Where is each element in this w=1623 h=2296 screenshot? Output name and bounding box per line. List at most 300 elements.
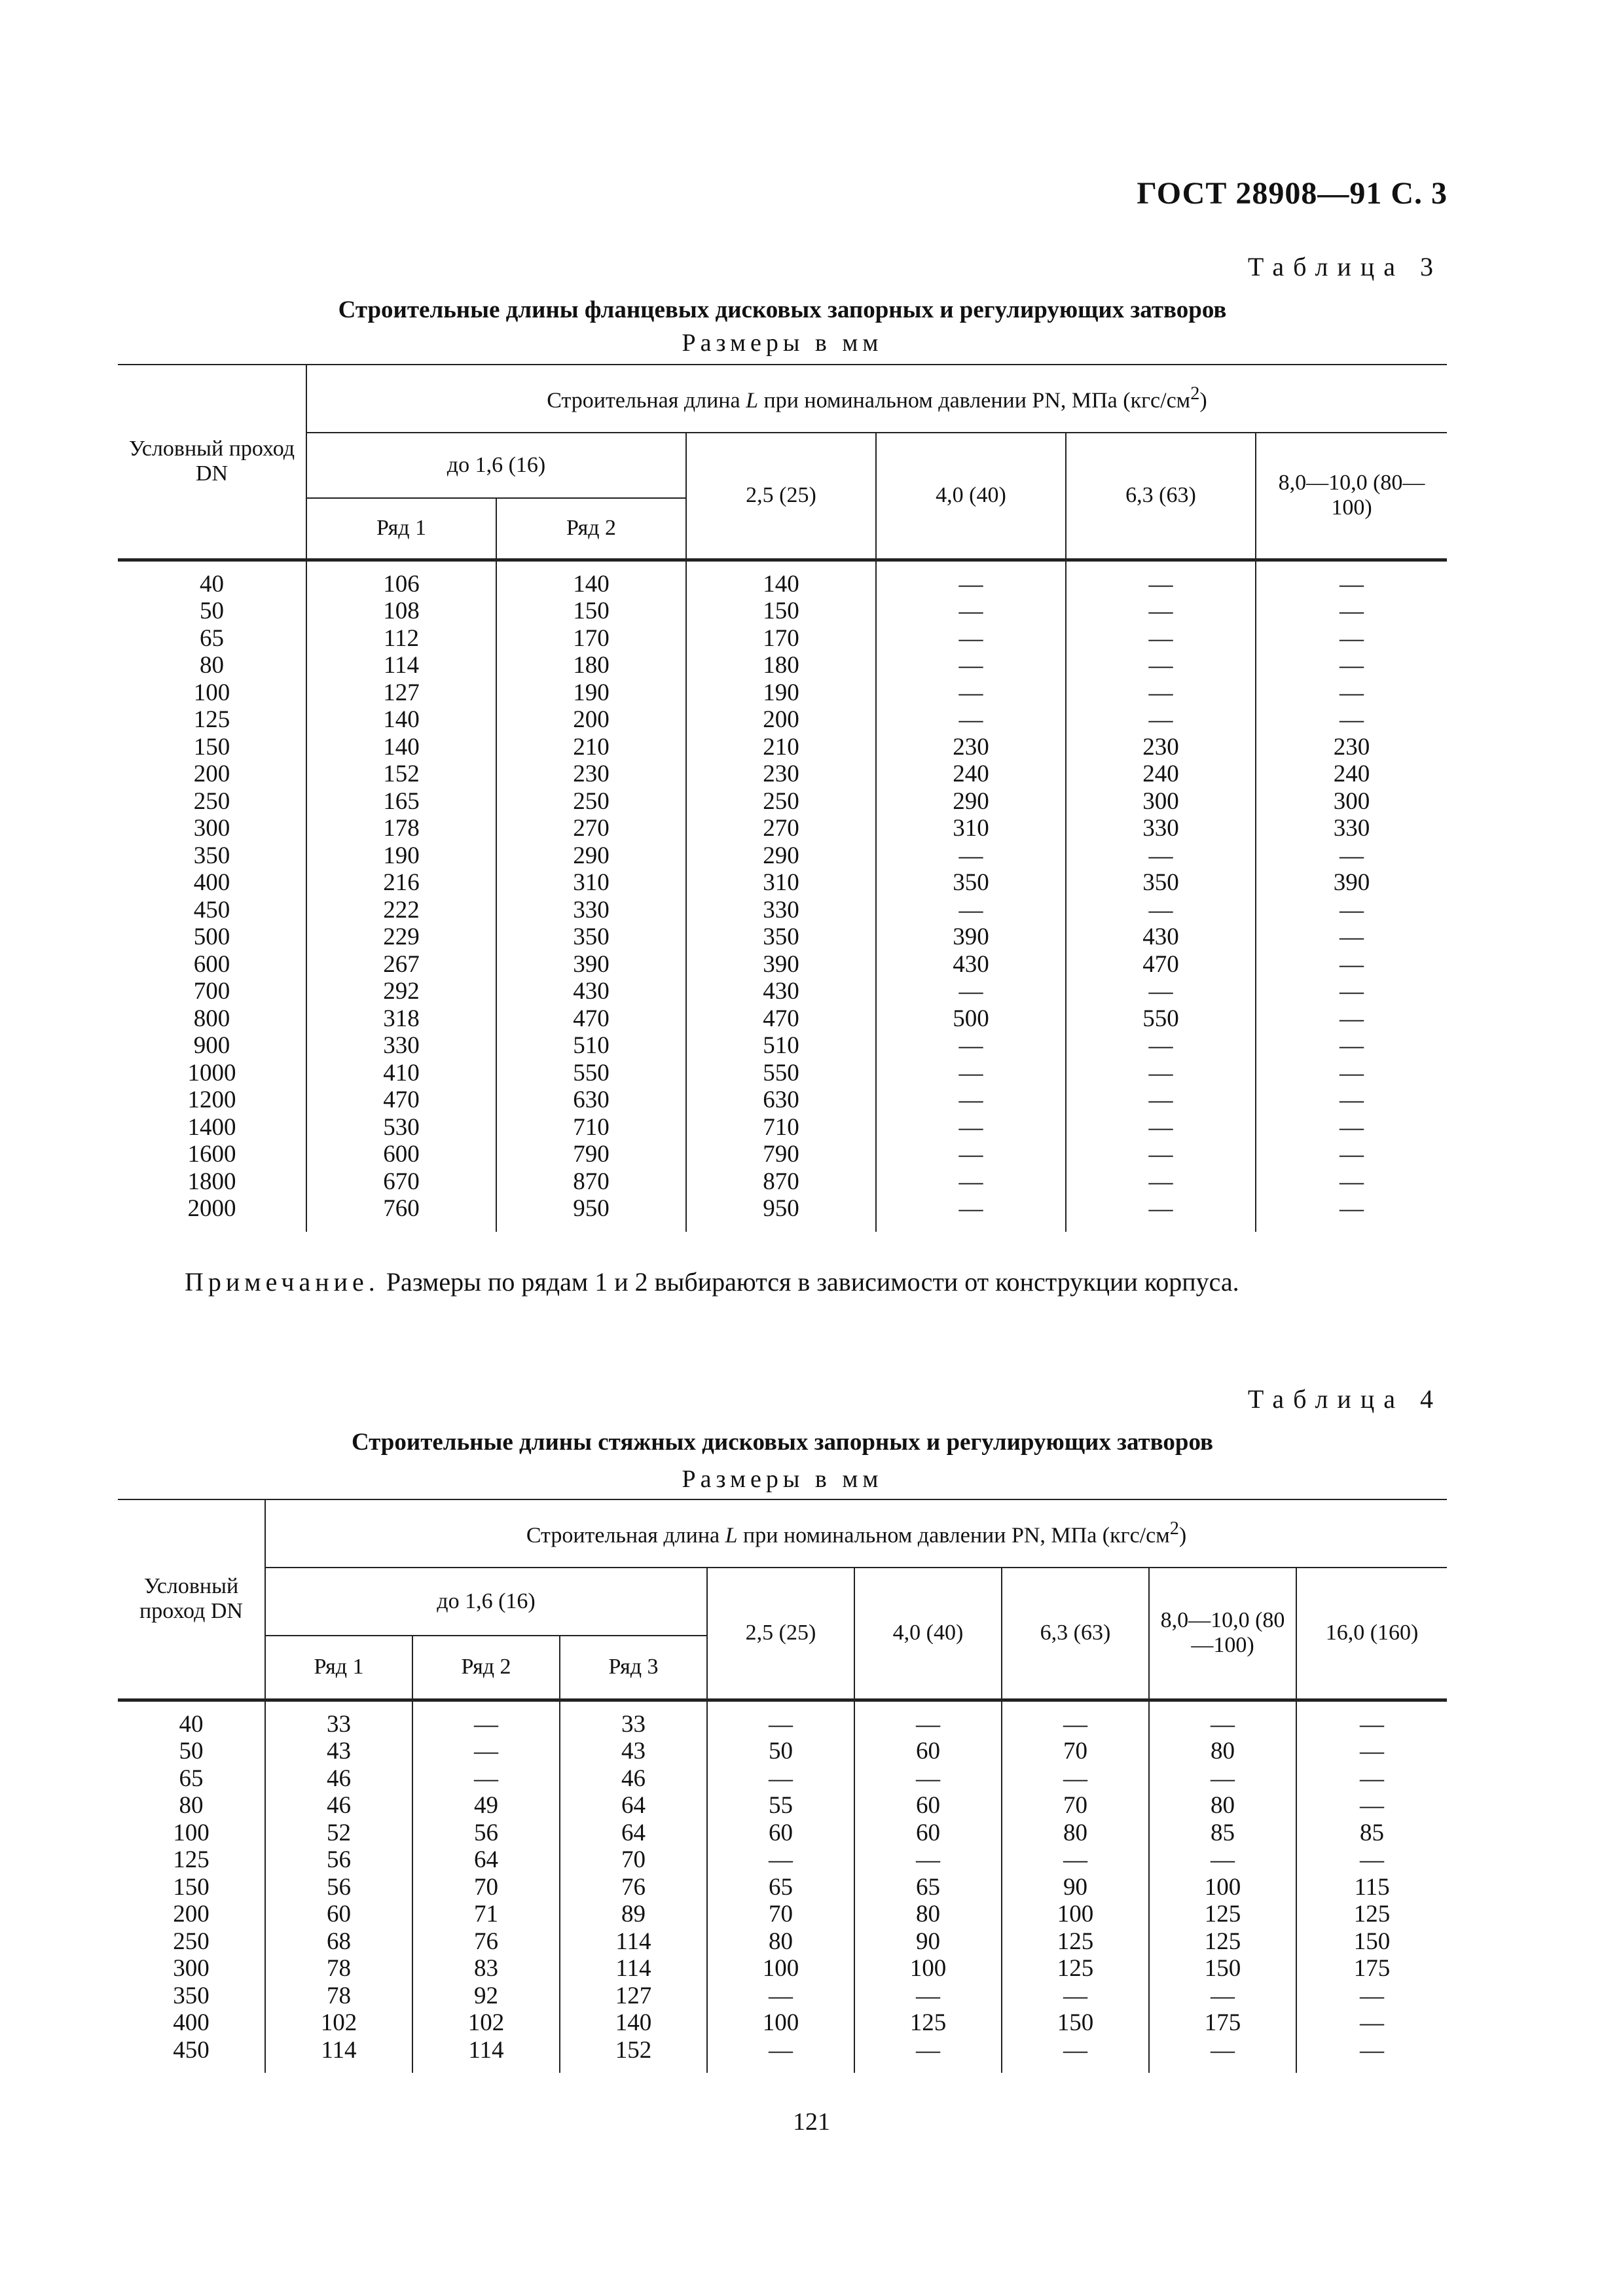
dn-cell: 300: [118, 1955, 265, 1982]
dn-cell: 1600: [118, 1141, 306, 1168]
length-cell: —: [1256, 951, 1447, 978]
table4-units: Размеры в мм: [682, 1465, 883, 1493]
length-cell: —: [876, 1032, 1066, 1060]
length-cell: —: [876, 1060, 1066, 1087]
length-cell: 80: [707, 1928, 854, 1956]
length-cell: —: [854, 2037, 1002, 2073]
length-cell: 670: [306, 1168, 496, 1196]
length-cell: —: [707, 2037, 854, 2073]
length-cell: —: [854, 1765, 1002, 1793]
length-cell: 330: [1256, 815, 1447, 842]
length-cell: —: [876, 679, 1066, 707]
length-cell: 390: [876, 924, 1066, 951]
length-cell: 190: [306, 842, 496, 870]
length-cell: —: [854, 1982, 1002, 2010]
length-cell: —: [1256, 679, 1447, 707]
row1-header: Ряд 1: [265, 1636, 412, 1700]
table3-units: Размеры в мм: [682, 329, 883, 357]
length-cell: 102: [265, 2009, 412, 2037]
length-cell: 240: [1256, 761, 1447, 788]
length-cell: 125: [1002, 1955, 1149, 1982]
row2-header: Ряд 2: [412, 1636, 560, 1700]
dn-cell: 500: [118, 924, 306, 951]
length-cell: 65: [707, 1874, 854, 1901]
dn-cell: 600: [118, 951, 306, 978]
pressure-40-header: 4,0 (40): [854, 1568, 1002, 1700]
length-cell: —: [854, 1846, 1002, 1874]
table-row: [118, 1820, 1447, 1847]
length-cell: 250: [496, 788, 686, 816]
table-row: [118, 1060, 1447, 1087]
length-cell: 127: [306, 679, 496, 707]
table-row: [118, 1928, 1447, 1956]
length-cell: —: [1149, 1765, 1296, 1793]
length-cell: 330: [306, 1032, 496, 1060]
length-cell: 230: [876, 734, 1066, 761]
dn-cell: 250: [118, 1928, 265, 1956]
length-cell: 140: [686, 560, 876, 598]
length-cell: —: [1296, 2009, 1447, 2037]
length-cell: 112: [306, 625, 496, 653]
length-cell: —: [1066, 1114, 1256, 1141]
length-cell: —: [1296, 1700, 1447, 1738]
length-cell: 56: [265, 1874, 412, 1901]
length-cell: —: [1066, 1032, 1256, 1060]
length-cell: 100: [854, 1955, 1002, 1982]
table-row: [118, 1874, 1447, 1901]
length-cell: 290: [686, 842, 876, 870]
length-cell: 216: [306, 869, 496, 897]
length-cell: —: [876, 598, 1066, 625]
length-cell: —: [412, 1700, 560, 1738]
length-cell: —: [876, 1141, 1066, 1168]
row1-header: Ряд 1: [306, 498, 496, 560]
length-cell: 70: [707, 1901, 854, 1928]
length-cell: —: [1002, 1982, 1149, 2010]
length-cell: —: [1066, 1141, 1256, 1168]
length-cell: —: [1149, 1846, 1296, 1874]
length-cell: 65: [854, 1874, 1002, 1901]
length-cell: 115: [1296, 1874, 1447, 1901]
length-cell: 710: [496, 1114, 686, 1141]
length-cell: 150: [1002, 2009, 1149, 2037]
length-cell: 300: [1256, 788, 1447, 816]
dn-cell: 80: [118, 1792, 265, 1820]
dn-header: Условный проход DN: [118, 1499, 265, 1700]
length-cell: 330: [1066, 815, 1256, 842]
table-row: [118, 788, 1447, 816]
length-cell: 60: [854, 1820, 1002, 1847]
table-row: [118, 2037, 1447, 2073]
dn-cell: 1800: [118, 1168, 306, 1196]
length-cell: 80: [854, 1901, 1002, 1928]
length-header: Строительная длина L при номинальном давлении PN, МПа $(кгс/см^2)$: [306, 365, 1447, 433]
length-cell: —: [1002, 2037, 1149, 2073]
length-cell: 64: [560, 1792, 707, 1820]
length-cell: —: [876, 1168, 1066, 1196]
dn-cell: 800: [118, 1005, 306, 1033]
length-cell: 100: [707, 2009, 854, 2037]
length-cell: 55: [707, 1792, 854, 1820]
length-cell: —: [1066, 679, 1256, 707]
length-cell: —: [1066, 1086, 1256, 1114]
table-row: [118, 1792, 1447, 1820]
length-cell: 152: [560, 2037, 707, 2073]
length-cell: 510: [686, 1032, 876, 1060]
page-header: ГОСТ 28908—91 С. 3: [1137, 176, 1448, 211]
length-cell: —: [707, 1765, 854, 1793]
table-row: [118, 734, 1447, 761]
dn-cell: 1400: [118, 1114, 306, 1141]
length-cell: 152: [306, 761, 496, 788]
dn-cell: 65: [118, 625, 306, 653]
length-cell: —: [1256, 706, 1447, 734]
length-cell: 127: [560, 1982, 707, 2010]
dn-cell: 200: [118, 1901, 265, 1928]
length-cell: —: [876, 842, 1066, 870]
table-row: [118, 1700, 1447, 1738]
length-cell: 60: [707, 1820, 854, 1847]
length-cell: 300: [1066, 788, 1256, 816]
length-cell: 430: [1066, 924, 1256, 951]
length-cell: 310: [876, 815, 1066, 842]
dn-cell: 125: [118, 706, 306, 734]
table4: [118, 1499, 1447, 2073]
length-cell: 100: [1002, 1901, 1149, 1928]
length-cell: 230: [1066, 734, 1256, 761]
length-cell: 150: [1296, 1928, 1447, 1956]
length-cell: 350: [496, 924, 686, 951]
length-cell: 165: [306, 788, 496, 816]
length-cell: 760: [306, 1195, 496, 1232]
length-cell: 250: [686, 788, 876, 816]
table-row: [118, 1168, 1447, 1196]
length-cell: 267: [306, 951, 496, 978]
length-cell: 630: [686, 1086, 876, 1114]
length-cell: —: [1066, 598, 1256, 625]
table-row: [118, 897, 1447, 924]
length-cell: 510: [496, 1032, 686, 1060]
length-cell: —: [1002, 1846, 1149, 1874]
length-cell: —: [1256, 652, 1447, 679]
length-cell: 60: [854, 1792, 1002, 1820]
length-cell: —: [1256, 1195, 1447, 1232]
length-cell: 70: [560, 1846, 707, 1874]
dn-cell: 350: [118, 842, 306, 870]
length-cell: 70: [1002, 1738, 1149, 1765]
length-cell: 52: [265, 1820, 412, 1847]
length-cell: 470: [1066, 951, 1256, 978]
length-cell: 140: [306, 706, 496, 734]
length-cell: —: [1066, 897, 1256, 924]
length-cell: —: [1296, 1738, 1447, 1765]
length-cell: —: [1296, 2037, 1447, 2073]
note-label: Примечание.: [185, 1267, 380, 1297]
table-row: [118, 598, 1447, 625]
table-row: [118, 1114, 1447, 1141]
length-cell: 210: [686, 734, 876, 761]
pressure-63-header: 6,3 (63): [1002, 1568, 1149, 1700]
length-cell: —: [1149, 1700, 1296, 1738]
length-cell: 350: [876, 869, 1066, 897]
length-cell: —: [1296, 1792, 1447, 1820]
dn-cell: 65: [118, 1765, 265, 1793]
length-cell: 64: [412, 1846, 560, 1874]
table-row: [118, 924, 1447, 951]
length-cell: 33: [560, 1700, 707, 1738]
dn-cell: 2000: [118, 1195, 306, 1232]
length-cell: 222: [306, 897, 496, 924]
length-cell: 43: [265, 1738, 412, 1765]
length-cell: —: [1256, 897, 1447, 924]
length-cell: —: [876, 706, 1066, 734]
table3-note: [185, 1266, 1239, 1297]
length-cell: 175: [1296, 1955, 1447, 1982]
pressure-63-header: 6,3 (63): [1066, 433, 1256, 560]
length-cell: —: [1256, 598, 1447, 625]
length-cell: —: [1002, 1700, 1149, 1738]
table-row: [118, 1195, 1447, 1232]
dn-cell: 450: [118, 2037, 265, 2073]
length-cell: —: [876, 978, 1066, 1005]
length-cell: —: [1256, 1141, 1447, 1168]
dn-cell: 350: [118, 1982, 265, 2010]
length-cell: 76: [412, 1928, 560, 1956]
length-cell: 150: [1149, 1955, 1296, 1982]
length-cell: 60: [265, 1901, 412, 1928]
table-row: [118, 1901, 1447, 1928]
length-cell: —: [1149, 2037, 1296, 2073]
length-cell: 46: [265, 1765, 412, 1793]
table-row: [118, 706, 1447, 734]
table-row: [118, 869, 1447, 897]
dn-cell: 400: [118, 869, 306, 897]
dn-cell: 125: [118, 1846, 265, 1874]
length-cell: 240: [876, 761, 1066, 788]
length-cell: —: [1066, 625, 1256, 653]
length-cell: 430: [686, 978, 876, 1005]
length-cell: —: [1066, 842, 1256, 870]
length-cell: 125: [854, 2009, 1002, 2037]
length-cell: —: [1066, 652, 1256, 679]
length-cell: 230: [496, 761, 686, 788]
length-cell: 870: [686, 1168, 876, 1196]
length-cell: 49: [412, 1792, 560, 1820]
length-cell: —: [1256, 625, 1447, 653]
length-cell: 530: [306, 1114, 496, 1141]
table-row: [118, 625, 1447, 653]
table-row: [118, 1738, 1447, 1765]
length-cell: —: [1002, 1765, 1149, 1793]
length-cell: 140: [306, 734, 496, 761]
length-cell: —: [707, 1700, 854, 1738]
pressure-80-header: 8,0—10,0 (80—100): [1256, 433, 1447, 560]
dn-cell: 150: [118, 734, 306, 761]
length-cell: 175: [1149, 2009, 1296, 2037]
length-cell: —: [1149, 1982, 1296, 2010]
length-cell: —: [1296, 1982, 1447, 2010]
table-row: [118, 1765, 1447, 1793]
length-header: Строительная длина L при номинальном давлении PN, МПа $(кгс/см^2)$: [265, 1499, 1447, 1568]
length-cell: 470: [686, 1005, 876, 1033]
length-cell: 330: [686, 897, 876, 924]
length-cell: 600: [306, 1141, 496, 1168]
length-cell: —: [707, 1982, 854, 2010]
length-cell: 114: [412, 2037, 560, 2073]
length-cell: —: [876, 1086, 1066, 1114]
length-cell: 290: [496, 842, 686, 870]
length-cell: 270: [496, 815, 686, 842]
length-cell: —: [1066, 1168, 1256, 1196]
length-cell: 50: [707, 1738, 854, 1765]
length-cell: 78: [265, 1955, 412, 1982]
pressure-80-header: 8,0—10,0 (80—100): [1149, 1568, 1296, 1700]
length-cell: 140: [496, 560, 686, 598]
dn-cell: 150: [118, 1874, 265, 1901]
dn-cell: 50: [118, 598, 306, 625]
length-cell: 140: [560, 2009, 707, 2037]
dn-cell: 40: [118, 560, 306, 598]
length-cell: 89: [560, 1901, 707, 1928]
length-cell: 550: [1066, 1005, 1256, 1033]
length-cell: 310: [686, 869, 876, 897]
length-cell: 70: [1002, 1792, 1149, 1820]
length-cell: 125: [1149, 1928, 1296, 1956]
dn-cell: 50: [118, 1738, 265, 1765]
length-cell: 70: [412, 1874, 560, 1901]
length-cell: 180: [496, 652, 686, 679]
length-cell: 470: [306, 1086, 496, 1114]
table-row: [118, 1086, 1447, 1114]
length-cell: —: [707, 1846, 854, 1874]
length-cell: 410: [306, 1060, 496, 1087]
length-cell: 106: [306, 560, 496, 598]
length-cell: —: [412, 1738, 560, 1765]
length-cell: 190: [686, 679, 876, 707]
length-cell: 200: [496, 706, 686, 734]
length-cell: 180: [686, 652, 876, 679]
dn-cell: 700: [118, 978, 306, 1005]
table-row: [118, 1846, 1447, 1874]
length-cell: —: [1066, 1195, 1256, 1232]
length-cell: 100: [1149, 1874, 1296, 1901]
length-cell: 80: [1149, 1738, 1296, 1765]
length-cell: 102: [412, 2009, 560, 2037]
length-cell: 950: [496, 1195, 686, 1232]
dn-cell: 250: [118, 788, 306, 816]
table-row: [118, 951, 1447, 978]
length-cell: 56: [265, 1846, 412, 1874]
length-cell: 290: [876, 788, 1066, 816]
length-cell: —: [1256, 1060, 1447, 1087]
length-cell: 85: [1296, 1820, 1447, 1847]
length-cell: 150: [496, 598, 686, 625]
note-text: Размеры по рядам 1 и 2 выбираются в зависимости от конструкции корпуса.: [379, 1267, 1239, 1297]
length-cell: 178: [306, 815, 496, 842]
length-cell: 46: [560, 1765, 707, 1793]
table-row: [118, 560, 1447, 598]
length-cell: 150: [686, 598, 876, 625]
length-cell: —: [876, 652, 1066, 679]
length-cell: 950: [686, 1195, 876, 1232]
length-cell: 43: [560, 1738, 707, 1765]
length-cell: —: [1066, 978, 1256, 1005]
table-row: [118, 1141, 1447, 1168]
dn-cell: 1200: [118, 1086, 306, 1114]
dn-cell: 450: [118, 897, 306, 924]
table-row: [118, 1982, 1447, 2010]
length-cell: 500: [876, 1005, 1066, 1033]
length-cell: —: [1256, 560, 1447, 598]
length-cell: —: [1256, 1086, 1447, 1114]
dn-cell: 1000: [118, 1060, 306, 1087]
length-cell: 71: [412, 1901, 560, 1928]
length-cell: 100: [707, 1955, 854, 1982]
length-cell: 114: [265, 2037, 412, 2073]
table-row: [118, 1005, 1447, 1033]
length-cell: 390: [1256, 869, 1447, 897]
length-cell: 229: [306, 924, 496, 951]
table-row: [118, 761, 1447, 788]
length-cell: —: [1296, 1765, 1447, 1793]
length-cell: 90: [854, 1928, 1002, 1956]
pressure-160-header: 16,0 (160): [1296, 1568, 1447, 1700]
length-cell: 350: [686, 924, 876, 951]
dn-header: Условный проход DN: [118, 365, 306, 560]
length-cell: 125: [1149, 1901, 1296, 1928]
length-cell: 200: [686, 706, 876, 734]
length-cell: 790: [686, 1141, 876, 1168]
length-cell: —: [854, 1700, 1002, 1738]
length-cell: —: [876, 1195, 1066, 1232]
pressure-25-header: 2,5 (25): [686, 433, 876, 560]
length-cell: 170: [496, 625, 686, 653]
length-cell: 78: [265, 1982, 412, 2010]
dn-cell: 80: [118, 652, 306, 679]
table-row: [118, 1955, 1447, 1982]
length-cell: 270: [686, 815, 876, 842]
length-cell: —: [876, 625, 1066, 653]
length-cell: 390: [496, 951, 686, 978]
length-cell: 430: [496, 978, 686, 1005]
table4-label: Таблица 4: [1247, 1384, 1442, 1414]
length-cell: —: [1256, 1168, 1447, 1196]
length-cell: 430: [876, 951, 1066, 978]
length-cell: 550: [496, 1060, 686, 1087]
length-cell: 56: [412, 1820, 560, 1847]
length-cell: 46: [265, 1792, 412, 1820]
length-cell: —: [876, 897, 1066, 924]
length-cell: —: [1256, 924, 1447, 951]
table3-title: Строительные длины фланцевых дисковых запорных и регулирующих затворов: [338, 296, 1227, 323]
length-cell: —: [1066, 706, 1256, 734]
table-row: [118, 652, 1447, 679]
length-cell: —: [1256, 1032, 1447, 1060]
length-cell: 292: [306, 978, 496, 1005]
length-cell: —: [1066, 560, 1256, 598]
length-cell: 80: [1002, 1820, 1149, 1847]
length-cell: 85: [1149, 1820, 1296, 1847]
length-cell: 240: [1066, 761, 1256, 788]
length-cell: 210: [496, 734, 686, 761]
table-row: [118, 679, 1447, 707]
table-row: [118, 1032, 1447, 1060]
length-cell: —: [1256, 1114, 1447, 1141]
length-cell: 310: [496, 869, 686, 897]
table3: [118, 364, 1447, 1232]
table-row: [118, 2009, 1447, 2037]
length-cell: —: [1256, 1005, 1447, 1033]
